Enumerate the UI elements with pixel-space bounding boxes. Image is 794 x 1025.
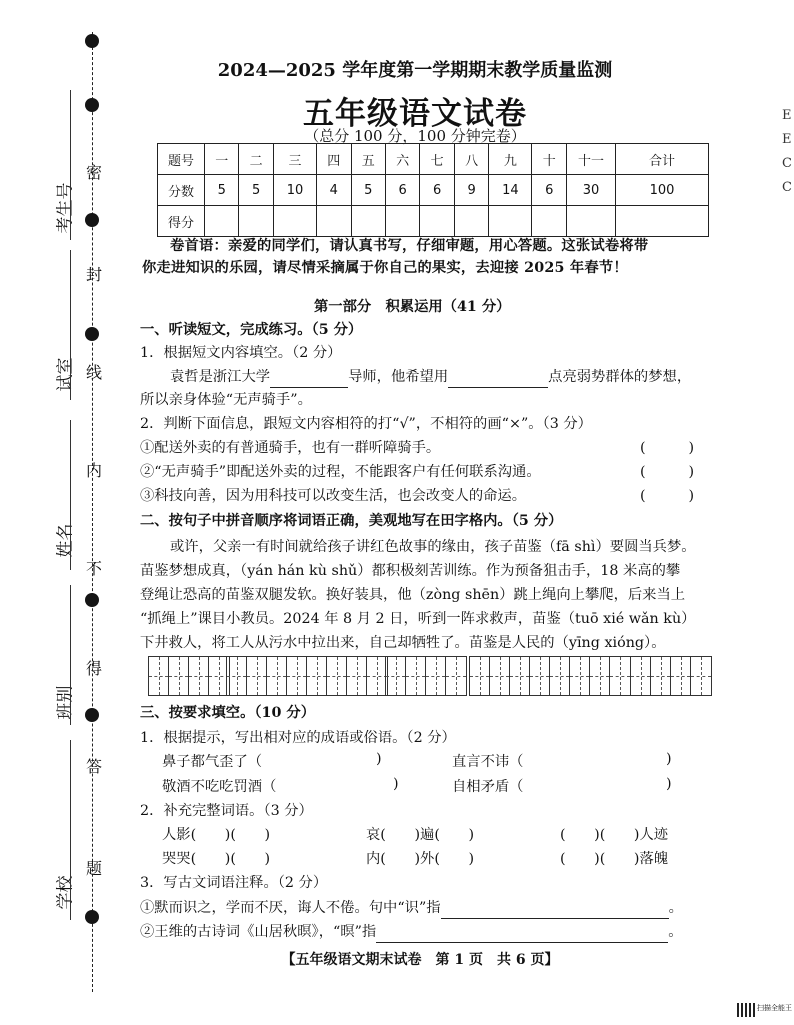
grid-cell[interactable] bbox=[570, 657, 590, 695]
grid-cell[interactable] bbox=[590, 657, 610, 695]
field-exam-number: 考生号 bbox=[55, 182, 76, 234]
grid-cell[interactable] bbox=[550, 657, 570, 695]
passage-line: 苗鉴梦想成真，（yán hán kù shǔ）都积极刻苦训练。作为预备狙击手，18 米高的攀 bbox=[140, 563, 681, 579]
question-number: 十 bbox=[532, 144, 567, 175]
question-text: ②王维的古诗词《山居秋暝》，“暝”指 。 bbox=[140, 921, 683, 943]
grid-cell[interactable] bbox=[307, 657, 327, 695]
question-text: 袁哲是浙江大学 导师，他希望用 点亮弱势群体的梦想， bbox=[170, 366, 691, 388]
score-cell[interactable] bbox=[420, 206, 454, 237]
score-cell[interactable] bbox=[454, 206, 488, 237]
seal-char: 题 bbox=[86, 859, 103, 878]
passage-line: 登绳让恐高的苗鉴双腿发软。换好装具，他（zòng shēn）跳上绳向上攀爬，后来当上 bbox=[140, 587, 686, 603]
row-label: 得分 bbox=[158, 206, 205, 237]
binding-hole bbox=[85, 34, 99, 48]
answer-blank[interactable] bbox=[270, 371, 348, 388]
grid-cell[interactable] bbox=[227, 657, 247, 695]
field-name: 姓名 bbox=[55, 523, 76, 558]
grid-cell[interactable] bbox=[631, 657, 651, 695]
word-fill[interactable]: 内( )外( ) bbox=[366, 851, 475, 867]
seal-char: 密 bbox=[86, 163, 103, 182]
word-fill[interactable]: ( )( )落魄 bbox=[560, 851, 669, 867]
grid-cell[interactable] bbox=[426, 657, 446, 695]
idiom-answer-close[interactable]: ) bbox=[666, 776, 672, 792]
judge-item: ③科技向善，因为用科技可以改变生活，也会改变人的命运。 bbox=[140, 488, 527, 504]
judge-answer-box[interactable]: ( ) bbox=[640, 464, 695, 480]
writing-grid[interactable] bbox=[630, 656, 712, 696]
answer-blank[interactable] bbox=[441, 902, 669, 919]
question-text: 2．判断下面信息，跟短文内容相符的打“√”，不相符的画“×”。（3 分） bbox=[140, 416, 592, 432]
score-cell[interactable] bbox=[239, 206, 273, 237]
passage-line: “抓绳上”课目小教员。2024 年 8 月 2 日，听到一阵求救声，苗鉴（tuō xié wǎn kù） bbox=[140, 611, 696, 627]
binding-hole bbox=[85, 327, 99, 341]
question-text: 1．根据短文内容填空。（2 分） bbox=[140, 345, 342, 361]
grid-cell[interactable] bbox=[446, 657, 466, 695]
binding-hole bbox=[85, 910, 99, 924]
edge-mark: C bbox=[782, 180, 792, 195]
passage-line: 下井救人，将工人从污水中拉出来，自己却牺牲了。苗鉴是人民的（yīng xióng）。 bbox=[140, 635, 666, 651]
word-fill[interactable]: 哀( )遍( ) bbox=[366, 827, 475, 843]
field-class-line[interactable] bbox=[70, 585, 71, 725]
grid-cell[interactable] bbox=[651, 657, 671, 695]
grid-cell[interactable] bbox=[267, 657, 287, 695]
score-cell[interactable] bbox=[351, 206, 385, 237]
question-number: 六 bbox=[385, 144, 419, 175]
edge-mark: E bbox=[782, 132, 792, 147]
question-number: 十一 bbox=[567, 144, 616, 175]
part-title: 第一部分 积累运用（41 分） bbox=[314, 299, 511, 315]
points-cell: 6 bbox=[532, 175, 567, 206]
word-fill[interactable]: ( )( )人迹 bbox=[560, 827, 669, 843]
grid-cell[interactable] bbox=[610, 657, 630, 695]
grid-cell[interactable] bbox=[347, 657, 367, 695]
score-cell[interactable] bbox=[385, 206, 419, 237]
question-number: 一 bbox=[205, 144, 239, 175]
grid-cell[interactable] bbox=[386, 657, 406, 695]
question-number: 九 bbox=[489, 144, 532, 175]
grid-cell[interactable] bbox=[470, 657, 490, 695]
score-cell[interactable] bbox=[567, 206, 616, 237]
grid-cell[interactable] bbox=[247, 657, 267, 695]
seal-char: 答 bbox=[86, 757, 103, 776]
judge-answer-box[interactable]: ( ) bbox=[640, 488, 695, 504]
idiom-answer-close[interactable]: ) bbox=[666, 751, 672, 767]
seal-char: 不 bbox=[86, 559, 103, 578]
field-school: 学校 bbox=[55, 875, 76, 910]
idiom-prompt: 直言不讳（ bbox=[452, 754, 524, 770]
judge-item: ①配送外卖的有普通骑手，也有一群听障骑手。 bbox=[140, 440, 441, 456]
grid-cell[interactable] bbox=[510, 657, 530, 695]
score-cell[interactable] bbox=[317, 206, 351, 237]
binding-hole bbox=[85, 98, 99, 112]
question-text: 所以亲身体验“无声骑手”。 bbox=[140, 392, 312, 408]
score-cell[interactable] bbox=[273, 206, 316, 237]
field-school-line[interactable] bbox=[70, 740, 71, 920]
writing-grid[interactable] bbox=[385, 656, 467, 696]
grid-cell[interactable] bbox=[671, 657, 691, 695]
question-number: 八 bbox=[454, 144, 488, 175]
seal-char: 线 bbox=[86, 363, 103, 382]
section-title: 三、按要求填空。（10 分） bbox=[140, 705, 315, 721]
field-exam-number-line[interactable] bbox=[70, 90, 71, 240]
grid-cell[interactable] bbox=[691, 657, 711, 695]
points-cell: 6 bbox=[385, 175, 419, 206]
grid-cell[interactable] bbox=[149, 657, 169, 695]
points-cell: 5 bbox=[239, 175, 273, 206]
row-label: 分数 bbox=[158, 175, 205, 206]
section-title: 一、听读短文，完成练习。（5 分） bbox=[140, 322, 363, 338]
idiom-prompt: 自相矛盾（ bbox=[452, 779, 524, 795]
section-title: 二、按句子中拼音顺序将词语正确，美观地写在田字格内。（5 分） bbox=[140, 513, 563, 529]
grid-cell[interactable] bbox=[367, 657, 387, 695]
grid-cell[interactable] bbox=[327, 657, 347, 695]
binding-hole bbox=[85, 593, 99, 607]
question-number: 合计 bbox=[616, 144, 709, 175]
word-fill[interactable]: 哭哭( )( ) bbox=[162, 851, 271, 867]
idiom-answer-close[interactable]: ) bbox=[393, 776, 399, 792]
points-cell: 5 bbox=[351, 175, 385, 206]
writing-grid[interactable] bbox=[226, 656, 388, 696]
writing-grid[interactable] bbox=[469, 656, 631, 696]
binding-hole bbox=[85, 213, 99, 227]
idiom-answer-close[interactable]: ) bbox=[376, 751, 382, 767]
score-cell[interactable] bbox=[532, 206, 567, 237]
field-exam-room-line[interactable] bbox=[70, 250, 71, 400]
answer-blank[interactable] bbox=[448, 371, 548, 388]
score-cell[interactable] bbox=[616, 206, 709, 237]
scanner-watermark: 扫描全能王 bbox=[757, 1004, 792, 1012]
points-cell: 9 bbox=[454, 175, 488, 206]
preface-line: 你走进知识的乐园，请尽情采摘属于你自己的果实，去迎接 2025 年春节！ bbox=[142, 260, 628, 276]
preface-line: 卷首语：亲爱的同学们，请认真书写，仔细审题，用心答题。这张试卷将带 bbox=[170, 238, 649, 254]
question-text: 2．补充完整词语。（3 分） bbox=[140, 803, 313, 819]
edge-mark: C bbox=[782, 156, 792, 171]
field-exam-room: 试室 bbox=[55, 357, 76, 392]
judge-answer-box[interactable]: ( ) bbox=[640, 440, 695, 456]
writing-grid[interactable] bbox=[148, 656, 230, 696]
grid-cell[interactable] bbox=[169, 657, 189, 695]
question-number: 七 bbox=[420, 144, 454, 175]
grid-cell[interactable] bbox=[530, 657, 550, 695]
grid-cell[interactable] bbox=[406, 657, 426, 695]
points-cell: 4 bbox=[317, 175, 351, 206]
seal-char: 封 bbox=[86, 265, 103, 284]
question-number: 四 bbox=[317, 144, 351, 175]
page-title: 五年级语文试卷 bbox=[303, 96, 527, 132]
exam-subtitle: （总分 100 分，100 分钟完卷） bbox=[304, 127, 526, 145]
question-number: 三 bbox=[273, 144, 316, 175]
passage-line: 或许，父亲一有时间就给孩子讲红色故事的缘由，孩子苗鉴（fā shì）要圆当兵梦。 bbox=[170, 539, 696, 555]
grid-cell[interactable] bbox=[189, 657, 209, 695]
question-text: 3．写古文词语注释。（2 分） bbox=[140, 875, 328, 891]
edge-mark: E bbox=[782, 108, 792, 123]
points-cell: 30 bbox=[567, 175, 616, 206]
points-cell: 10 bbox=[273, 175, 316, 206]
points-cell: 6 bbox=[420, 175, 454, 206]
binding-hole bbox=[85, 708, 99, 722]
page-footer: 【五年级语文期末试卷 第 1 页 共 6 页】 bbox=[281, 952, 559, 968]
question-number: 二 bbox=[239, 144, 273, 175]
seal-char: 内 bbox=[86, 461, 103, 480]
answer-blank[interactable] bbox=[376, 926, 668, 943]
question-number: 五 bbox=[351, 144, 385, 175]
word-fill[interactable]: 人影( )( ) bbox=[162, 827, 271, 843]
seal-char: 得 bbox=[86, 659, 103, 678]
points-cell: 100 bbox=[616, 175, 709, 206]
score-table bbox=[157, 143, 709, 237]
grid-cell[interactable] bbox=[490, 657, 510, 695]
idiom-prompt: 敬酒不吃吃罚酒（ bbox=[162, 779, 277, 795]
field-name-line[interactable] bbox=[70, 420, 71, 570]
scanner-qr-icon bbox=[737, 1003, 755, 1017]
question-text: ①默而识之，学而不厌，诲人不倦。句中“识”指 。 bbox=[140, 897, 683, 919]
score-cell[interactable] bbox=[205, 206, 239, 237]
row-label: 题号 bbox=[158, 144, 205, 175]
exam-session-title: 2024—2025 学年度第一学期期末教学质量监测 bbox=[217, 60, 613, 81]
score-cell[interactable] bbox=[489, 206, 532, 237]
points-cell: 14 bbox=[489, 175, 532, 206]
question-text: 1．根据提示，写出相对应的成语或俗语。（2 分） bbox=[140, 730, 456, 746]
points-cell: 5 bbox=[205, 175, 239, 206]
grid-cell[interactable] bbox=[287, 657, 307, 695]
idiom-prompt: 鼻子都气歪了（ bbox=[162, 754, 263, 770]
judge-item: ②“无声骑手”即配送外卖的过程，不能跟客户有任何联系沟通。 bbox=[140, 464, 541, 480]
field-class: 班别 bbox=[55, 685, 76, 720]
